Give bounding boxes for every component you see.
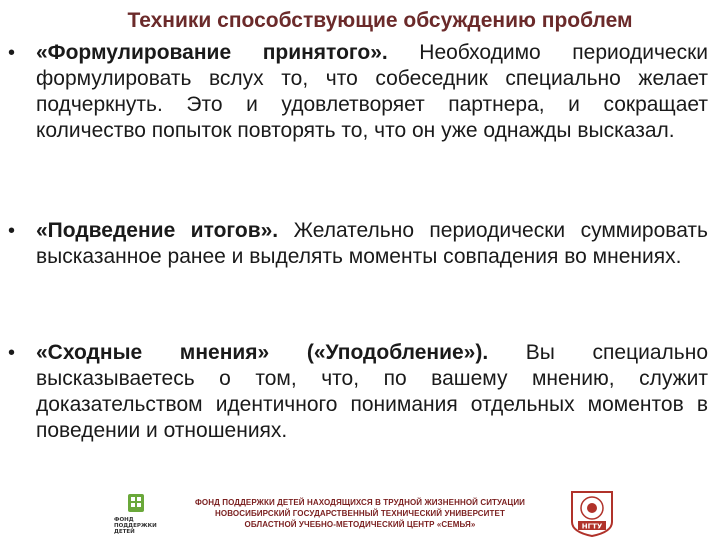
bullet-lead: «Сходные мнения» («Уподобление»). — [36, 341, 489, 364]
footer-line-3: ОБЛАСТНОЙ УЧЕБНО-МЕТОДИЧЕСКИЙ ЦЕНТР «СЕМЬЯ» — [244, 520, 476, 529]
footer-line-1: ФОНД ПОДДЕРЖКИ ДЕТЕЙ НАХОДЯЩИХСЯ В ТРУДНОЙ ЖИЗНЕННОЙ СИТУАЦИИ — [194, 498, 526, 507]
foundation-logo — [112, 492, 160, 536]
bullet-body: Вы специально высказываетесь о том, что, по вашему мнению, служит доказательством идентичного понимания отдельных моментов в поведении и отношениях. — [36, 341, 708, 442]
bullet-icon: • — [8, 42, 16, 64]
svg-text:ФОНД: ФОНД — [114, 517, 134, 523]
bullet-lead: «Формулирование принятого». — [36, 41, 388, 64]
bullet-icon: • — [8, 342, 16, 364]
bullet-icon: • — [8, 220, 16, 242]
bullet-body: Необходимо периодически формулировать вслух то, что собеседник специально желает подчеркнуть. Это и удовлетворяет партнера, и сокращает количество попыток повторять то, что он уже однажды высказал. — [36, 41, 708, 142]
bullet-text — [36, 40, 708, 144]
bullet-text — [36, 218, 708, 270]
slide-title: Техники способствующие обсуждению проблем — [127, 9, 633, 32]
footer-organizations — [172, 497, 548, 530]
bullet-text — [36, 340, 708, 444]
footer-line-2: НОВОСИБИРСКИЙ ГОСУДАРСТВЕННЫЙ ТЕХНИЧЕСКИЙ УНИВЕРСИТЕТ — [215, 509, 505, 518]
bullet-lead: «Подведение итогов». — [36, 219, 279, 242]
bullet-item-summary — [8, 218, 708, 270]
nstu-logo — [566, 488, 618, 538]
svg-text:НГТУ: НГТУ — [581, 522, 603, 531]
bullet-item-formulation — [8, 40, 708, 144]
bullet-body: Желательно периодически суммировать высказанное ранее и выделять моменты совпадения во мнениях. — [36, 219, 708, 268]
bullet-item-similar-opinions — [8, 340, 708, 444]
svg-text:ПОДДЕРЖКИ: ПОДДЕРЖКИ — [114, 523, 157, 529]
svg-text:ДЕТЕЙ: ДЕТЕЙ — [114, 529, 135, 535]
